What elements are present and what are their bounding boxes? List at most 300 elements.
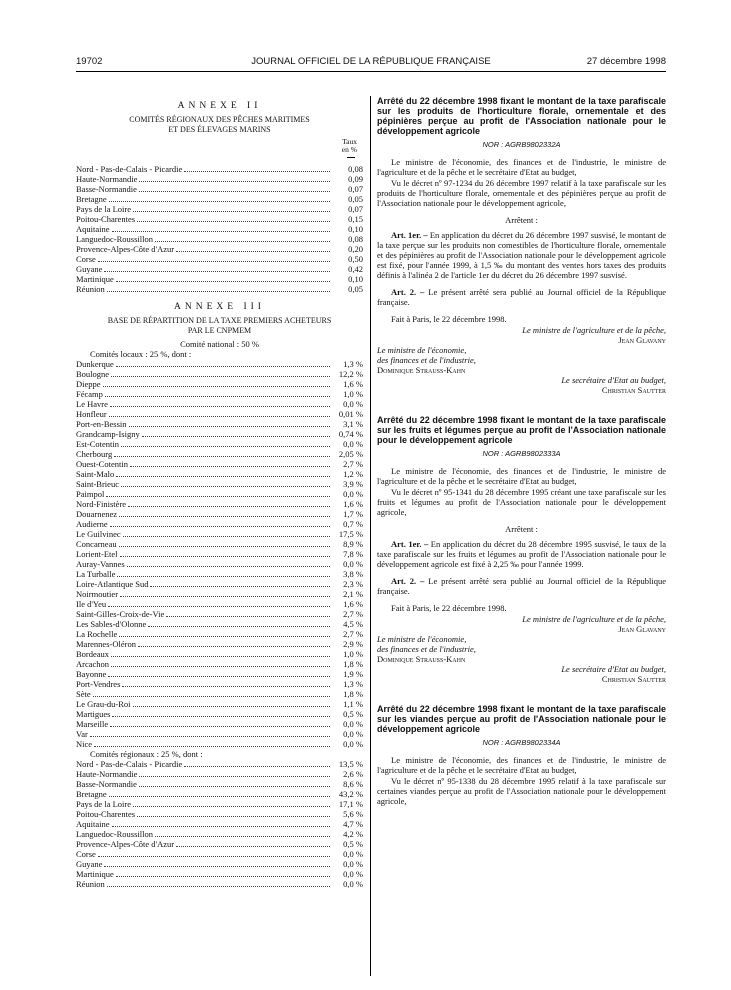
row-value: 1,1 % [343,699,363,709]
annex-2-table [76,164,363,294]
table-row [76,719,363,729]
arrete-2-fait: Fait à Paris, le 22 décembre 1998. [391,603,507,613]
row-value: 0,0 % [343,739,363,749]
row-label: Saint-Brieuc [76,479,119,489]
arrete-1-signature-2 [377,345,666,375]
row-label: Sète [76,689,91,699]
table-row [76,679,363,689]
left-column [76,96,363,889]
row-label: Haute-Normandie [76,769,138,779]
dot-leader [127,566,330,567]
row-label: Port-en-Bessin [76,419,127,429]
dot-leader [120,596,330,597]
row-value: 1,8 % [343,659,363,669]
dot-leader [93,696,330,697]
row-label: Audierne [76,519,108,529]
row-label: Martigues [76,709,111,719]
row-value: 0,09 [348,174,363,184]
journal-title: JOURNAL OFFICIEL DE LA RÉPUBLIQUE FRANÇAISE [251,56,491,67]
page-header [76,56,666,70]
row-label: Loire-Atlantique Sud [76,579,149,589]
row-value: 2,7 % [343,629,363,639]
signature-role: Le secrétaire d'Etat au budget, [561,664,666,674]
annex-3-subtitle-line: BASE DE RÉPARTITION DE LA TAXE PREMIERS ACHETEURS [107,316,332,325]
table-row [76,629,363,639]
dot-leader [129,426,330,427]
article-label: Art. 2. – [391,287,425,297]
row-label: Corse [76,849,96,859]
arrete-2-article-2 [377,576,666,596]
table-row [76,369,363,379]
article-text: En application du décret du 28 décembre 1995 susvisé, le taux de la taxe parafiscale sur les fruits et légumes au profit de l'Association nationale pour le développement agricole est fixé à 2,25 ‰ pour l'année 1999. [377,539,667,569]
dot-leader [98,856,330,857]
dot-leader [130,466,330,467]
table-row [76,579,363,589]
annex-3-subtitle-line: PAR LE CNPMEM [187,326,252,335]
arrete-3-title: Arrêté du 22 décembre 1998 fixant le montant de la taxe parafiscale sur les viandes perçue au profit de l'Association nationale pour le développement agricole [377,704,666,734]
table-row [76,479,363,489]
table-row [76,669,363,679]
row-value: 17,1 % [338,799,363,809]
table-row [76,849,363,859]
table-row [76,569,363,579]
table-row [76,869,363,879]
arrete-2-title: Arrêté du 22 décembre 1998 fixant le montant de la taxe parafiscale sur les fruits et légumes perçue au profit de l'Association nationale pour le développement agricole [377,415,666,445]
row-label: Bretagne [76,194,107,204]
dot-leader [121,486,330,487]
article-text: En application du décret du 26 décembre 1997 susvisé, le montant de la taxe perçue sur les produits non comestibles de l'horticulture florale, ornementale et des pépinières au profit de l'Association nationale pour le développement agricole est fixé, pour l'année 1999, à 1,5 ‰ du montant des ventes hors taxes des produits définis à l'alinéa 2 de l'article 1er du décret du 26 décembre 1997 susvisé. [377,230,666,280]
row-label: Fécamp [76,389,103,399]
regional-committees-table [76,759,363,889]
dot-leader [119,636,330,637]
annex-2-subtitle-line: COMITÉS RÉGIONAUX DES PÊCHES MARITIMES [129,115,310,124]
row-value: 0,5 % [343,839,363,849]
row-value: 1,0 % [343,389,363,399]
row-value: 0,50 [348,254,363,264]
row-label: Bretagne [76,789,107,799]
dot-leader [116,476,330,477]
table-row [76,619,363,629]
row-label: La Turballe [76,569,116,579]
arrete-3-visa: Vu le décret nº 95-1338 du 28 décembre 1995 relatif à la taxe parafiscale sur certaines viandes perçue au profit de l'Association nationale pour le développement agricole, [377,776,666,806]
table-row [76,769,363,779]
row-value: 1,7 % [343,509,363,519]
dot-leader [110,726,330,727]
table-row [76,839,363,849]
table-row [76,244,363,254]
table-row [76,234,363,244]
row-label: Concarneau [76,539,117,549]
table-row [76,214,363,224]
table-row [76,859,363,869]
table-row [76,449,363,459]
row-value: 0,07 [348,204,363,214]
dot-leader [106,496,330,497]
table-row [76,184,363,194]
annex-3-title: ANNEXE III [174,302,265,312]
arrete-1-signature-1 [377,325,666,345]
dot-leader [137,221,330,222]
row-label: Marseille [76,719,109,729]
dot-leader [176,251,330,252]
table-row [76,529,363,539]
arrete-2-preamble: Le ministre de l'économie, des finances et de l'industrie, le ministre de l'agriculture et de la pêche et le secrétaire d'Etat au budget, [377,466,666,486]
dot-leader [150,586,330,587]
dot-leader [108,676,330,677]
rate-header-line: Taux [342,137,357,146]
row-label: Guyane [76,859,103,869]
row-label: Marennes-Oléron [76,639,136,649]
nor-code: NOR : AGRB9802332A [482,140,561,149]
signature-role: Le ministre de l'économie, [377,345,467,355]
row-label: Cherbourg [76,449,113,459]
row-value: 2,3 % [343,579,363,589]
arrete-1-preamble: Le ministre de l'économie, des finances et de l'industrie, le ministre de l'agriculture et de la pêche et le secrétaire d'Etat au budget, [377,157,666,177]
row-value: 2,7 % [343,459,363,469]
row-value: 1,9 % [343,669,363,679]
row-value: 0,5 % [343,709,363,719]
arrete-2-signature-2 [377,634,666,664]
row-value: 0,08 [348,234,363,244]
row-label: Provence-Alpes-Côte d'Azur [76,839,175,849]
dot-leader [105,396,330,397]
row-value: 0,0 % [343,729,363,739]
table-row [76,789,363,799]
row-value: 0,10 [348,274,363,284]
dot-leader [123,536,330,537]
table-row [76,499,363,509]
signature-name: Dominique Strauss-Kahn [377,365,466,375]
arrete-3-nor [377,738,666,747]
table-row [76,709,363,719]
row-value: 5,6 % [343,809,363,819]
table-row [76,539,363,549]
annex-2-title: ANNEXE II [177,101,262,111]
row-label: Arcachon [76,659,110,669]
annex-2-subtitle [76,115,363,135]
table-row [76,799,363,809]
row-value: 4,2 % [343,829,363,839]
table-row [76,729,363,739]
row-value: 1,6 % [343,499,363,509]
row-value: 2,6 % [343,769,363,779]
dot-leader [116,366,330,367]
arrete-3-preamble: Le ministre de l'économie, des finances et de l'industrie, le ministre de l'agriculture et de la pêche et le secrétaire d'Etat au budget, [377,755,666,775]
arrete-2-arretent: Arrêtent : [505,524,538,534]
dot-leader [111,666,330,667]
annex-2-subtitle-line: ET DES ÉLEVAGES MARINS [168,125,271,134]
page-number: 19702 [76,56,103,67]
row-value: 4,5 % [343,619,363,629]
row-label: Poitou-Charentes [76,214,136,224]
row-label: Dieppe [76,379,101,389]
table-row [76,659,363,669]
table-row [76,164,363,174]
row-value: 7,8 % [343,549,363,559]
row-label: Boulogne [76,369,110,379]
table-row [76,519,363,529]
signature-role: Le ministre de l'agriculture et de la pêche, [522,325,666,335]
table-row [76,739,363,749]
signature-name: Dominique Strauss-Kahn [377,654,466,664]
dot-leader [119,516,330,517]
row-value: 1,3 % [343,359,363,369]
article-label: Art. 1er. – [391,539,429,549]
table-row [76,689,363,699]
dot-leader [116,281,330,282]
row-label: Nice [76,739,93,749]
dot-leader [114,456,330,457]
row-value: 0,10 [348,224,363,234]
row-value: 0,0 % [343,719,363,729]
table-row [76,489,363,499]
dot-leader [155,241,330,242]
arrete-2-signature-1 [377,614,666,634]
row-label: Nord - Pas-de-Calais - Picardie [76,164,183,174]
table-row [76,759,363,769]
table-row [76,609,363,619]
dot-leader [108,606,330,607]
row-value: 2,05 % [338,449,363,459]
dot-leader [166,616,330,617]
dot-leader [155,836,330,837]
table-row [76,559,363,569]
row-value: 0,05 [348,194,363,204]
national-committee: Comité national : 50 % [180,339,259,349]
annex-3-subtitle [76,316,363,336]
row-value: 0,07 [348,184,363,194]
signature-role: des finances et de l'industrie, [377,355,476,365]
row-label: Basse-Normandie [76,779,137,789]
dot-leader [133,806,330,807]
row-label: Le Grau-du-Roi [76,699,131,709]
row-value: 0,0 % [343,879,363,889]
dot-leader [110,526,330,527]
row-label: Guyane [76,264,103,274]
signature-role: des finances et de l'industrie, [377,644,476,654]
row-value: 0,08 [348,164,363,174]
row-value: 3,8 % [343,569,363,579]
row-label: Ouest-Cotentin [76,459,128,469]
arrete-2-visa: Vu le décret nº 95-1341 du 28 décembre 1995 créant une taxe parafiscale sur les fruits et légumes au profit de l'Association nationale pour le développement agricole, [377,487,666,517]
nor-code: NOR : AGRB9802334A [482,738,561,747]
signature-role: Le secrétaire d'Etat au budget, [561,375,666,385]
rate-header-rule [347,157,355,158]
local-committees-label: Comités locaux : 25 %, dont : [90,349,192,359]
row-value: 1,3 % [343,679,363,689]
row-label: Saint-Gilles-Croix-de-Vie [76,609,165,619]
row-label: Réunion [76,284,105,294]
rate-header-line: en % [341,145,357,154]
table-row [76,439,363,449]
row-label: Languedoc-Roussillon [76,234,153,244]
row-value: 0,15 [348,214,363,224]
arrete-1-visa: Vu le décret nº 97-1234 du 26 décembre 1997 relatif à la taxe parafiscale sur les produits de l'horticulture florale, ornementale et des pépinières perçue au profit de l'Association nationale pour le développement agricole, [377,178,666,208]
local-committees-table [76,359,363,749]
dot-leader [111,656,330,657]
row-label: Grandcamp-Isigny [76,429,140,439]
dot-leader [112,826,330,827]
row-value: 0,0 % [343,559,363,569]
row-label: Lorient-Etel [76,549,118,559]
arrete-1-title: Arrêté du 22 décembre 1998 fixant le montant de la taxe parafiscale sur les produits de l'horticulture florale, ornementale et des pépinières perçue au profit de l'Association nationale pour le développement agricole [377,96,666,136]
dot-leader [184,171,330,172]
row-value: 0,0 % [343,849,363,859]
row-value: 0,0 % [343,399,363,409]
row-value: 8,9 % [343,539,363,549]
rate-header [76,138,363,154]
arrete-1-article-2 [377,287,666,307]
signature-name: Jean Glavany [618,624,666,634]
table-row [76,204,363,214]
row-label: Bordeaux [76,649,110,659]
dot-leader [109,201,330,202]
row-label: Douarnenez [76,509,118,519]
dot-leader [128,506,330,507]
row-value: 3,1 % [343,419,363,429]
table-row [76,589,363,599]
table-row [76,254,363,264]
dot-leader [109,416,330,417]
table-row [76,399,363,409]
row-value: 2,1 % [343,589,363,599]
signature-role: Le ministre de l'agriculture et de la pêche, [522,614,666,624]
row-label: Aquitaine [76,819,110,829]
dot-leader [176,846,330,847]
dot-leader [104,866,330,867]
dot-leader [139,191,330,192]
row-value: 3,9 % [343,479,363,489]
row-value: 1,2 % [343,469,363,479]
table-row [76,779,363,789]
table-row [76,429,363,439]
row-label: Nord - Pas-de-Calais - Picardie [76,759,183,769]
row-label: Saint-Malo [76,469,115,479]
dot-leader [120,556,330,557]
table-row [76,639,363,649]
arrete-2-signature-3 [377,664,666,684]
row-label: Réunion [76,879,105,889]
table-row [76,174,363,184]
article-text: Le présent arrêté sera publié au Journal officiel de la République française. [377,287,667,307]
row-label: Est-Cotentin [76,439,119,449]
table-row [76,379,363,389]
row-label: Languedoc-Roussillon [76,829,153,839]
row-value: 17,5 % [338,529,363,539]
dot-leader [103,386,330,387]
dot-leader [122,686,330,687]
row-label: Pays de la Loire [76,799,131,809]
arrete-1-fait: Fait à Paris, le 22 décembre 1998. [391,314,507,324]
table-row [76,549,363,559]
table-row [76,509,363,519]
row-label: Paimpol [76,489,105,499]
dot-leader [139,786,330,787]
article-label: Art. 2. – [391,576,425,586]
row-value: 0,42 [348,264,363,274]
table-row [76,284,363,294]
table-row [76,459,363,469]
dot-leader [109,796,330,797]
table-row [76,194,363,204]
row-value: 0,0 % [343,859,363,869]
article-label: Art. 1er. – [391,230,428,240]
arrete-1-arretent: Arrêtent : [505,215,538,225]
row-label: Honfleur [76,409,107,419]
row-label: Pays de la Loire [76,204,131,214]
table-row [76,469,363,479]
table-row [76,809,363,819]
dot-leader [107,291,330,292]
article-text: Le présent arrêté sera publié au Journal officiel de la République française. [377,576,667,596]
row-label: Provence-Alpes-Côte d'Azur [76,244,175,254]
row-label: Basse-Normandie [76,184,137,194]
row-label: Var [76,729,88,739]
dot-leader [107,886,330,887]
dot-leader [111,376,330,377]
row-value: 0,0 % [343,439,363,449]
dot-leader [148,626,330,627]
dot-leader [119,546,330,547]
row-label: Bayonne [76,669,107,679]
signature-name: Christian Sautter [601,385,666,395]
arrete-1-signature-3 [377,375,666,395]
dot-leader [112,231,330,232]
dot-leader [133,211,330,212]
row-label: Nord-Finistère [76,499,127,509]
row-label: Aquitaine [76,224,110,234]
row-value: 0,7 % [343,519,363,529]
table-row [76,389,363,399]
row-label: Dunkerque [76,359,114,369]
header-rule [76,71,666,72]
table-row [76,699,363,709]
row-value: 0,74 % [338,429,363,439]
row-value: 13,5 % [338,759,363,769]
row-label: Martinique [76,869,114,879]
arrete-1-article-1 [377,230,666,280]
signature-name: Christian Sautter [601,674,666,684]
row-label: Le Guilvinec [76,529,121,539]
dot-leader [138,646,330,647]
row-value: 0,0 % [343,869,363,879]
row-value: 4,7 % [343,819,363,829]
dot-leader [121,446,330,447]
dot-leader [104,271,330,272]
row-label: La Rochelle [76,629,118,639]
row-value: 2,9 % [343,639,363,649]
row-label: Corse [76,254,96,264]
signature-role: Le ministre de l'économie, [377,634,467,644]
regional-committees-label: Comités régionaux : 25 %, dont : [90,749,203,759]
table-row [76,274,363,284]
row-label: Port-Vendres [76,679,121,689]
dot-leader [94,746,330,747]
nor-code: NOR : AGRB9802333A [482,449,561,458]
table-row [76,879,363,889]
dot-leader [139,776,330,777]
row-value: 1,6 % [343,379,363,389]
dot-leader [133,706,330,707]
dot-leader [139,181,330,182]
arrete-1-nor [377,140,666,149]
row-value: 1,8 % [343,689,363,699]
arrete-2-article-1 [377,539,666,569]
row-label: Ile d'Yeu [76,599,107,609]
table-row [76,224,363,234]
row-label: Auray-Vannes [76,559,125,569]
dot-leader [117,576,330,577]
